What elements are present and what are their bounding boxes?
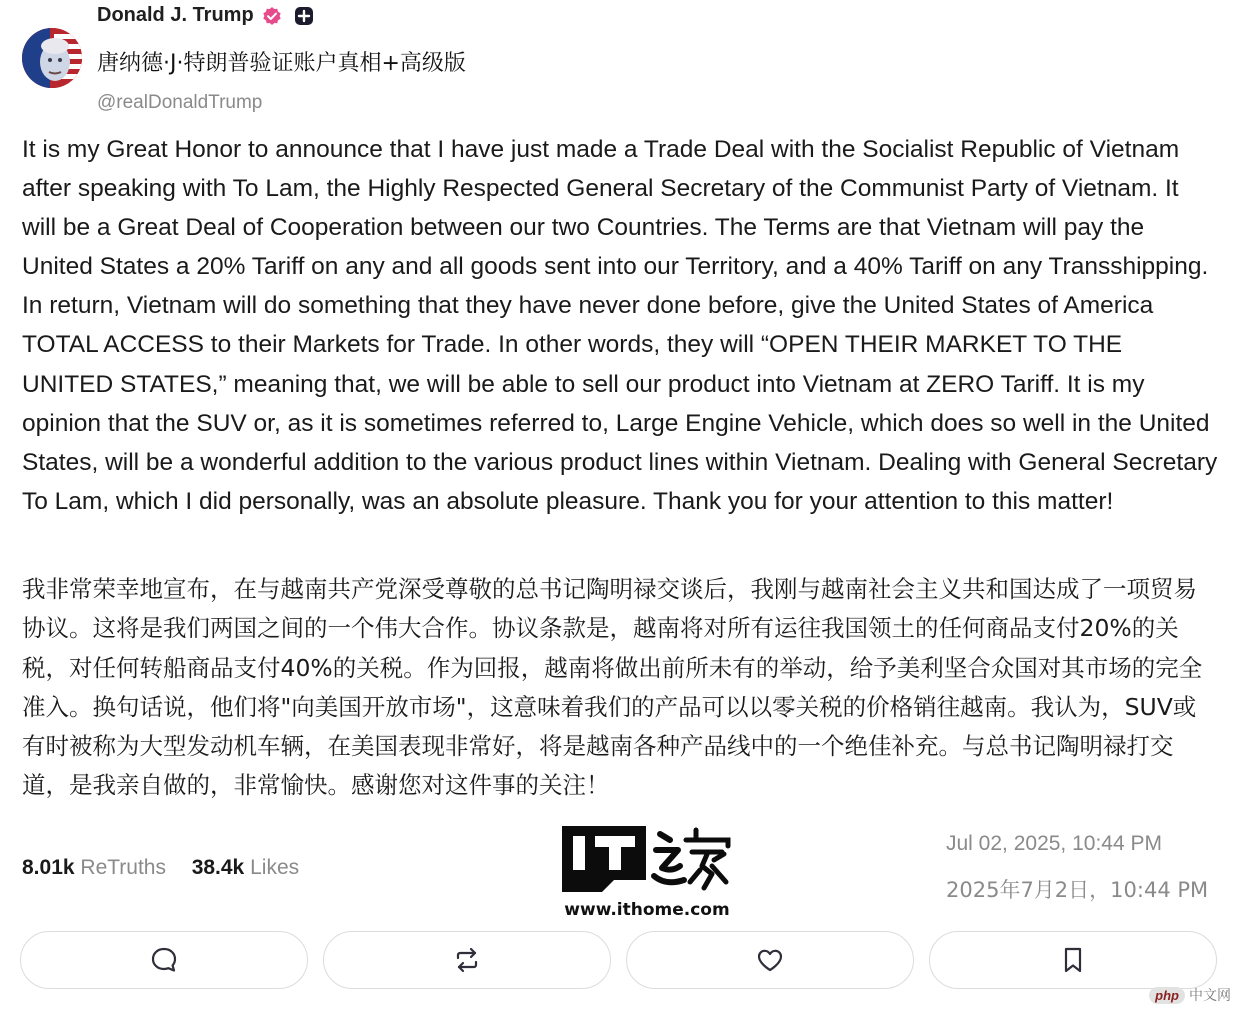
php-watermark	[1149, 984, 1231, 1006]
post-actions	[20, 931, 1218, 991]
post-timestamp[interactable]: Jul 02, 2025, 10:44 PM	[946, 832, 1162, 855]
ithome-url: www.ithome.com	[564, 900, 730, 920]
heart-icon	[755, 945, 785, 975]
post-text-english: It is my Great Honor to announce that I have just made a Trade Deal with the Socialist Republic of Vietnam after speaking with To Lam, the Highly Respected General Secretary of the Communist Party of Vietnam. It will be a Great Deal of Cooperation between our two Countries. The Terms are that Vietnam will pay the United States a 20% Tariff on any and all goods sent into our Territory, and a 40% Tariff on any Transshipping. In return, Vietnam will do something that they have never done before, give the United States of America TOTAL ACCESS to their Markets for Trade. In other words, they will “OPEN THEIR MARKET TO THE UNITED STATES,” meaning that, we will be able to sell our product into Vietnam at ZERO Tariff. It is my opinion that the SUV or, as it is sometimes referred to, Large Engine Vehicle, which does so well in the United States, will be a wonderful addition to the various product lines within Vietnam. Dealing with General Secretary To Lam, which I did personally, was an absolute pleasure. Thank you for your attention to this matter!	[22, 136, 1218, 515]
post-text-chinese: 我非常荣幸地宣布，在与越南共产党深受尊敬的总书记陶明禄交谈后，我刚与越南社会主义共和国达成了一项贸易协议。这将是我们两国之间的一个伟大合作。协议条款是，越南将对所有运往我国领土的任何商品支付20%的关税，对任何转船商品支付40%的关税。作为回报，越南将做出前所未有的举动，给予美利坚合众国对其市场的完全准入。换句话说，他们将"向美国开放市场"，这意味着我们的产品可以以零关税的价格销往越南。我认为，SUV或有时被称为大型发动机车辆，在美国表现非常好，将是越南各种产品线中的一个绝佳补充。与总书记陶明禄打交道，是我亲自做的，非常愉快。感谢您对这件事的关注！	[22, 575, 1203, 800]
likes-count[interactable]: 38.4k	[191, 856, 245, 879]
translated-author-name: 唐纳德·J·特朗普验证账户真相+高级版	[97, 51, 466, 76]
like-button[interactable]	[626, 931, 914, 989]
retruths-label[interactable]: ReTruths	[80, 856, 166, 879]
verified-badge-icon	[262, 6, 282, 26]
post-timestamp-chinese: 2025年7月2日，10:44 PM	[946, 878, 1209, 902]
bookmark-button[interactable]	[929, 931, 1217, 989]
plus-badge-icon	[294, 6, 314, 26]
repost-arrows-icon	[452, 945, 482, 975]
author-display-name[interactable]: Donald J. Trump	[97, 4, 254, 26]
php-logo: php	[1149, 987, 1185, 1004]
retruth-button[interactable]	[323, 931, 611, 989]
avatar[interactable]	[22, 28, 82, 88]
post-stats	[22, 856, 299, 880]
author-name-row	[97, 4, 314, 27]
likes-label[interactable]: Likes	[250, 856, 300, 879]
author-handle[interactable]: @realDonaldTrump	[97, 92, 263, 113]
bookmark-icon	[1058, 945, 1088, 975]
retruths-count[interactable]: 8.01k	[22, 856, 75, 879]
comment-bubble-icon	[149, 945, 179, 975]
avatar-image	[22, 28, 82, 88]
php-watermark-text: 中文网	[1189, 987, 1231, 1003]
reply-button[interactable]	[20, 931, 308, 989]
